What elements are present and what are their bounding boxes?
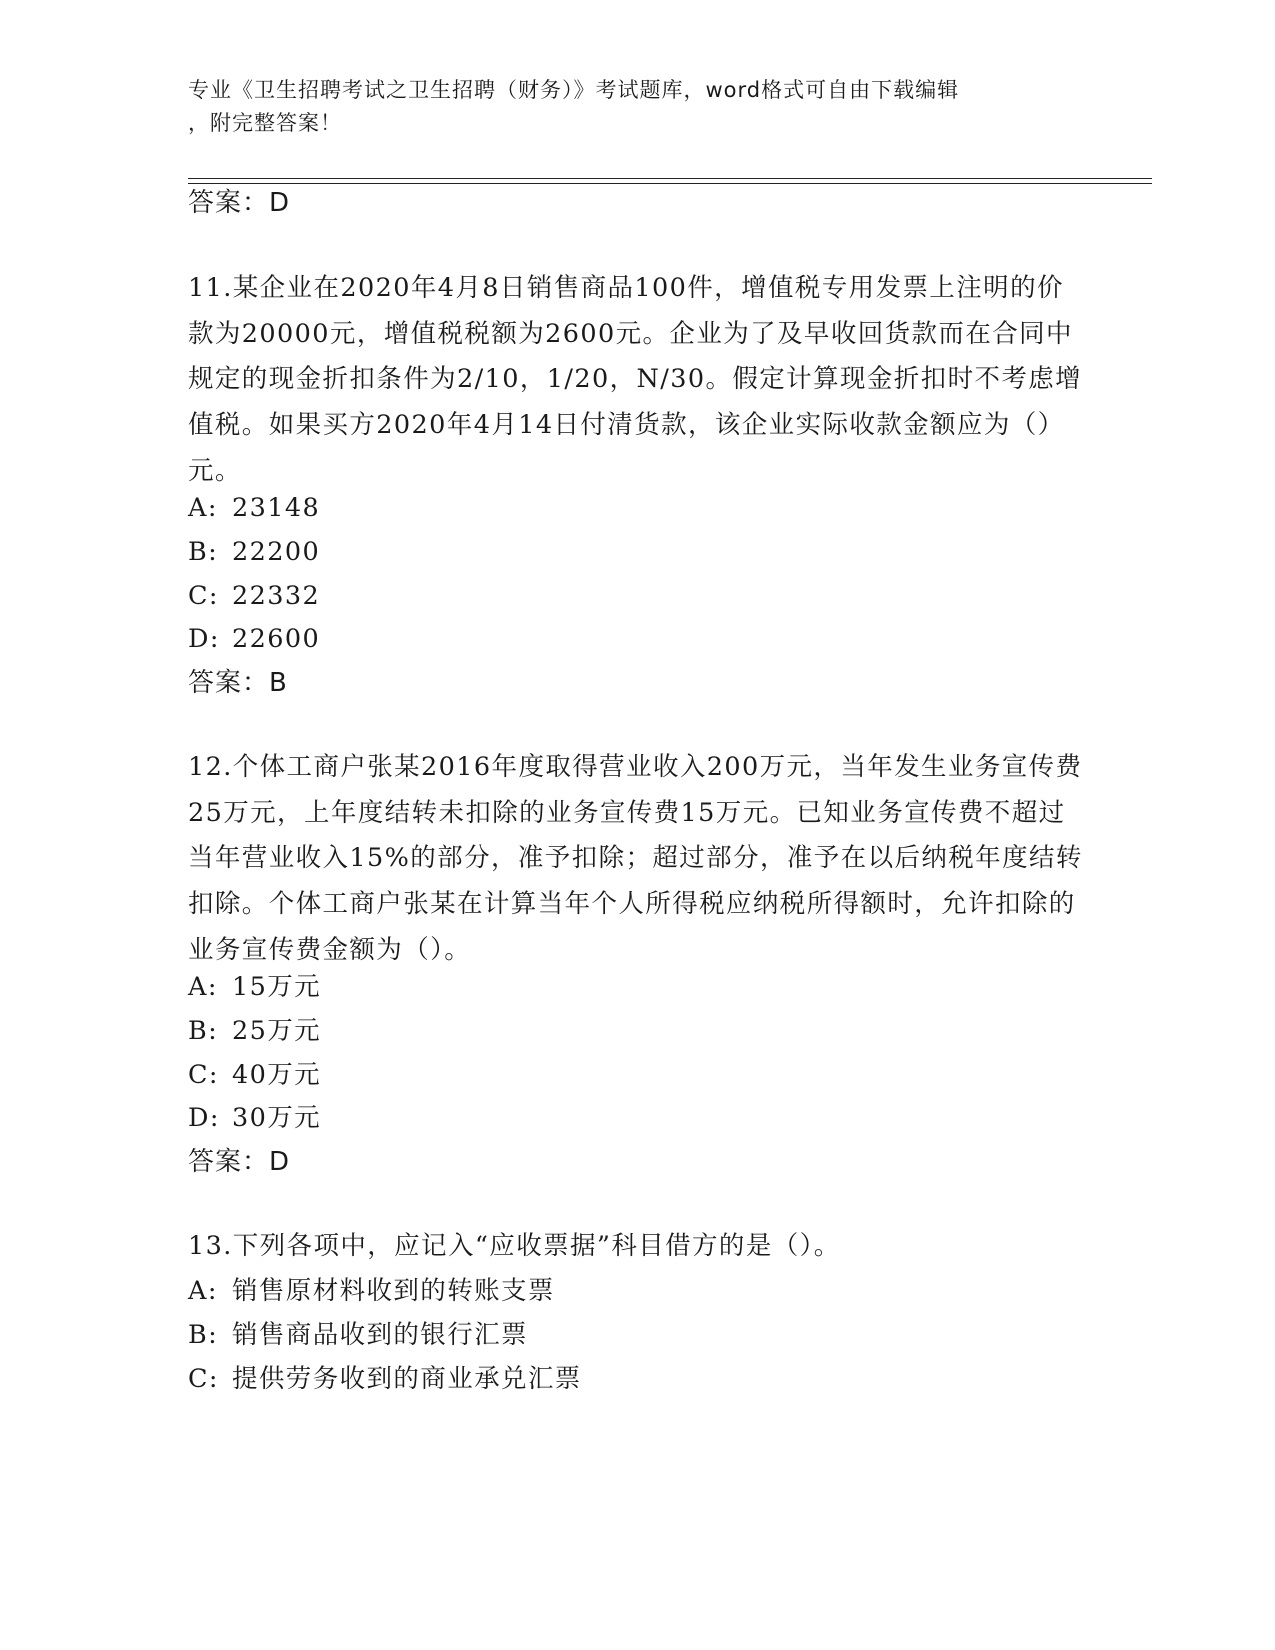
option-text: 15万元 [232,972,322,1002]
option-letter: C: [188,1060,219,1090]
option-letter: B: [188,1320,219,1350]
option-text: 25万元 [232,1016,322,1046]
option-d [188,622,320,656]
answer-line: 答案：D [188,188,291,218]
option-text: 40万元 [232,1060,322,1090]
document-header [188,74,1068,140]
option-text: 22600 [232,624,321,654]
option-letter: A: [188,1276,218,1306]
option-letter: C: [188,581,219,611]
question-text: 11.某企业在2020年4月8日销售商品100件，增值税专用发票上注明的价款为20000元，增值税税额为2600元。企业为了及早收回货款而在合同中规定的现金折扣条件为2/10，1/20，N/30。假定计算现金折扣时不考虑增值税。如果买方2020年4月14日付清货款，该企业实际收款金额应为（）元。 [188,273,1083,486]
option-c [188,1058,321,1092]
answer-line: 答案：D [188,1147,291,1177]
option-letter: D: [188,624,220,654]
header-divider-top [188,178,1152,179]
option-letter: B: [188,1016,219,1046]
option-text: 22200 [232,537,321,567]
option-text: 销售原材料收到的转账支票 [232,1276,555,1306]
answer-line: 答案：B [188,668,288,698]
option-letter: B: [188,537,219,567]
option-d [188,1101,321,1135]
option-letter: A: [188,493,218,523]
option-b [188,535,320,569]
header-line-1: 专业《卫生招聘考试之卫生招聘（财务）》考试题库，word格式可自由下载编辑 [188,78,960,102]
option-b [188,1318,528,1352]
option-text: 22332 [232,581,321,611]
option-c [188,579,320,613]
option-c [188,1362,582,1396]
option-letter: A: [188,972,218,1002]
option-text: 提供劳务收到的商业承兑汇票 [232,1364,582,1394]
header-divider-bottom [188,183,1152,184]
header-line-2: ，附完整答案！ [188,111,342,135]
option-a [188,491,320,525]
option-letter: D: [188,1103,220,1133]
option-a [188,970,321,1004]
option-text: 23148 [232,493,321,523]
option-letter: C: [188,1364,219,1394]
option-text: 30万元 [232,1103,322,1133]
option-text: 销售商品收到的银行汇票 [232,1320,528,1350]
question-text: 12.个体工商户张某2016年度取得营业收入200万元，当年发生业务宣传费25万元，上年度结转未扣除的业务宣传费15万元。已知业务宣传费不超过当年营业收入15%的部分，准予扣除；超过部分，准予在以后纳税年度结转扣除。个体工商户张某在计算当年个人所得税应纳税所得额时，允许扣除的业务宣传费金额为（）。 [188,752,1083,965]
option-a [188,1274,555,1308]
question-text: 13.下列各项中，应记入“应收票据”科目借方的是（）。 [188,1231,841,1261]
option-b [188,1014,321,1048]
